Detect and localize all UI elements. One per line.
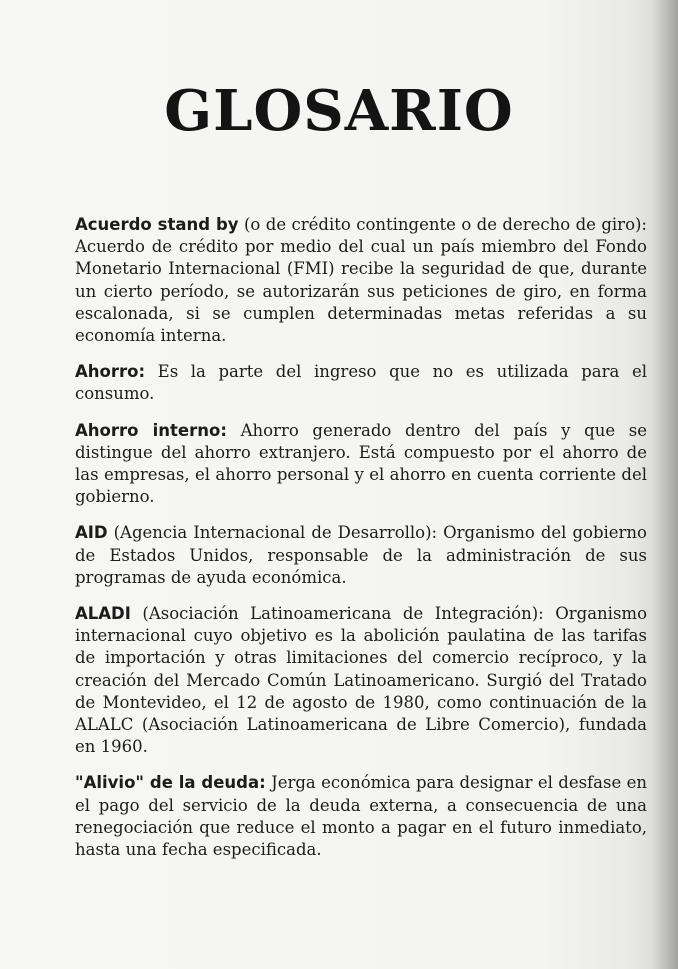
spine-shadow bbox=[652, 0, 678, 969]
page-title: GLOSARIO bbox=[164, 78, 514, 144]
glossary-entry-aid bbox=[75, 522, 647, 589]
glossary-term: Acuerdo stand by bbox=[75, 215, 239, 234]
glossary-definition: (Asociación Latinoamericana de Integración): Organismo internacional cuyo objetivo es la abolición paulatina de las tarifas de importación y otras limitaciones del comercio recíproco, y la creación del Mercado Común Latinoamericano. Surgió del Tratado de Montevideo, el 12 de agosto de 1980, como continuación de la ALALC (Asociación Latinoamericana de Libre Comercio), fundada en 1960. bbox=[75, 604, 647, 757]
glossary-definition: Es la parte del ingreso que no es utilizada para el consumo. bbox=[75, 362, 647, 404]
glossary-definition: (Agencia Internacional de Desarrollo): Organismo del gobierno de Estados Unidos, responsable de la administración de sus programas de ayuda económica. bbox=[75, 523, 647, 587]
glossary-entry-ahorro-interno bbox=[75, 420, 647, 509]
glossary-definition: Ahorro generado dentro del país y que se distingue del ahorro extranjero. Está compuesto por el ahorro de las empresas, el ahorro personal y el ahorro en cuenta corriente del gobierno. bbox=[75, 420, 647, 507]
glossary-term: Ahorro interno: bbox=[75, 420, 227, 440]
glossary-term: ALADI bbox=[75, 604, 131, 624]
glossary-entry-alivio-de-la-deuda bbox=[75, 772, 647, 861]
glossary-entry-acuerdo-stand-by bbox=[75, 214, 647, 347]
glossary-definition: Jerga económica para designar el desfase en el pago del servicio de la deuda externa, a consecuencia de una renegociación que reduce el monto a pagar en el futuro inmediato, hasta una fecha especificada. bbox=[75, 773, 647, 860]
glossary-term: Ahorro: bbox=[75, 362, 146, 382]
glossary-entries bbox=[75, 214, 647, 875]
glossary-term: AID bbox=[75, 523, 108, 543]
glossary-definition: (o de crédito contingente o de derecho de giro): Acuerdo de crédito por medio del cual un país miembro del Fondo Monetario Internacional (FMI) recibe la seguridad de que, durante un cierto período, se autorizarán sus peticiones de giro, en forma escalonada, si se cumplen determinadas metas referidas a su economía interna. bbox=[75, 215, 647, 346]
glossary-entry-aladi bbox=[75, 603, 647, 758]
glossary-term: "Alivio" de la deuda: bbox=[75, 773, 266, 793]
glossary-entry-ahorro bbox=[75, 361, 647, 405]
